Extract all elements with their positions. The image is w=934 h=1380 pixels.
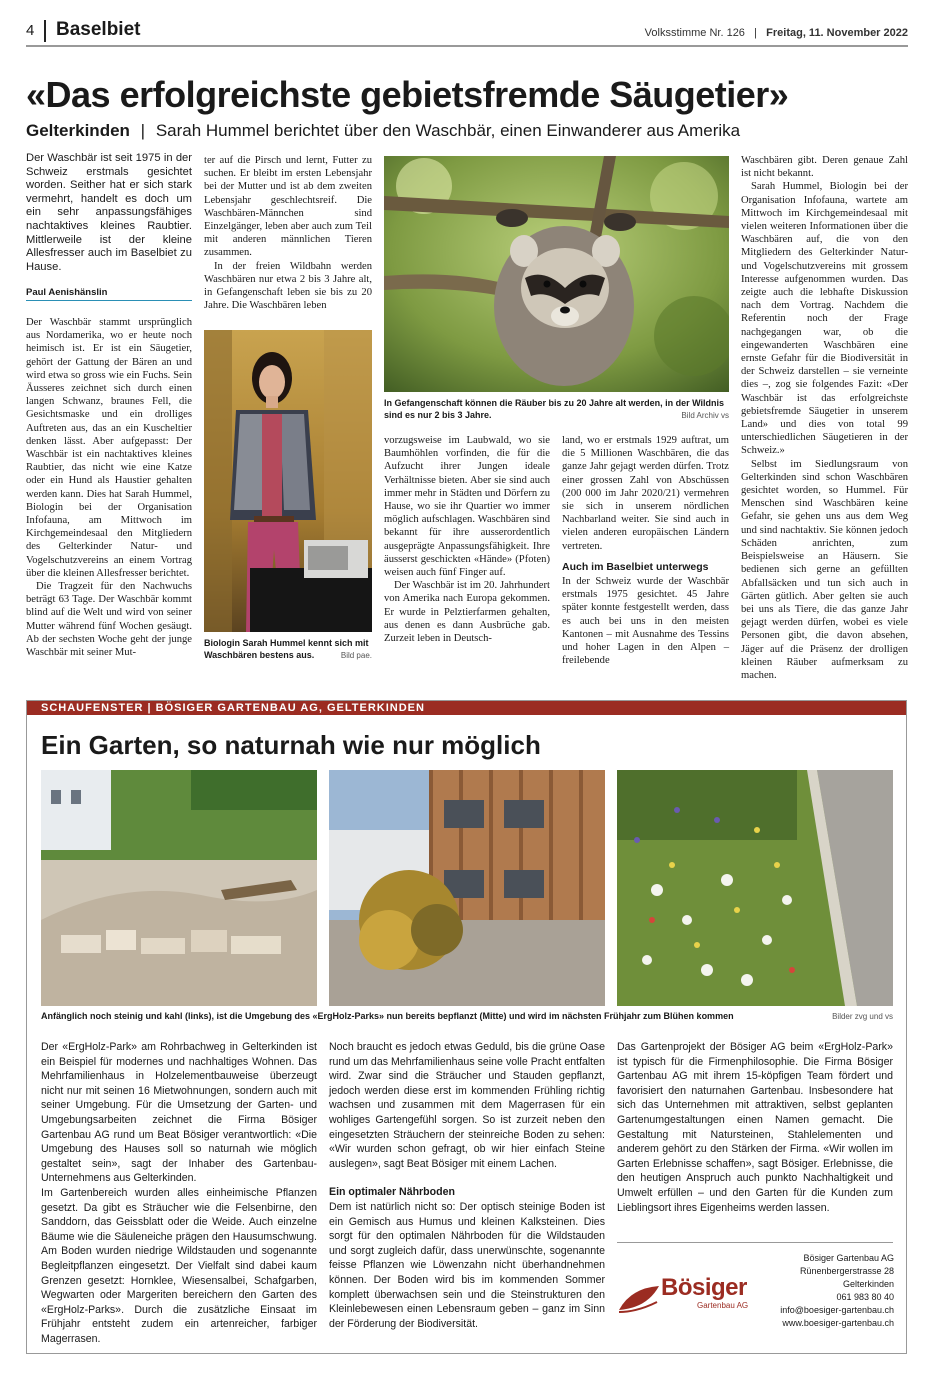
paragraph: Noch braucht es jedoch etwas Geduld, bis die grüne Oase rund um das Mehrfamilienhaus seine volle Pracht entfalten wird. Zwar sind die Sträucher und Stauden gepflanzt, jedoch werden diese erst im kommenden Frühling richtig wachsen und zusammen mit dem Magerrasen für ein wohliges Gartengefühl sorgen. So ist zurzeit neben den eingesetzten Sträuchern der steinreiche Boden zu sehen: «Wir wurden schon gefragt, ob wir hier einfach Steine auslegen», sagt Beat Bösiger mit einem Lachen. bbox=[329, 1041, 605, 1170]
photo-credit: Bild Archiv vs bbox=[681, 410, 729, 420]
address-city: Gelterkinden bbox=[842, 1279, 894, 1289]
paragraph: Sarah Hummel, Biologin bei der Organisation Infofauna, wartete am Mittwoch im Kirchgemeindesaal mit vielen weiteren Informationen über die Waschbären auf, die von den Mitgliedern des Gelterkinder Natur- und Vogelschutzvereins mit grossem Interesse aufgenommen wurden. Das zeigte auch die lebhafte Diskussion nach dem Vortrag. Nachdem die Referentin noch der Frage nachgegangen war, ob die eingewanderten Waschbären eine ernste Gefahr für die Biodiversität in der Schweiz darstellen – sie verneinte dies –, zog sie folgendes Fazit: «Der Waschbär ist das erfolgreichste gebietsfremde Säugetier in unserem Land» und dies von total 99 unterschiedlichen Säugetieren in der Schweiz.» bbox=[741, 181, 908, 457]
paragraph: Der Waschbär stammt ursprünglich aus Nordamerika, wo er heute noch heimisch ist. Er ist ein Säugetier, gehört der Gattung der Bären an und wird etwa so gross wie ein Fuchs. Sein Äusseres zeichnet sich durch einen langen Schwanz, braunes Fell, die Gesichtsmaske und ein drolliges Auftreten aus, das an ein Kuscheltier denken lässt. Aber aufgepasst: Der Waschbär ist ein nachtaktives kleines Raubtier, das nicht wie eine Katze oder ein Hund als Haustier gehalten werden kann. Dies hat Sarah Hummel, Biologin bei der Organisation Infofauna, am Mittwoch im Kirchgemeindesaal den Mitgliedern des Gelterkinder Natur- und Vogelschutzvereins an einem Vortrag über die kleinen Allesfresser berichtet. bbox=[26, 317, 192, 579]
ad-column-3 bbox=[617, 1040, 893, 1215]
photo-raccoon bbox=[384, 156, 729, 392]
article-column-4 bbox=[562, 434, 729, 667]
caption-text: Biologin Sarah Hummel kennt sich mit Waschbären bestens aus. bbox=[204, 638, 369, 660]
article-headline: «Das erfolgreichste gebietsfremde Säugetier» bbox=[26, 74, 789, 115]
issue-number: Volksstimme Nr. 126 bbox=[644, 27, 745, 39]
address-email[interactable]: info@boesiger-gartenbau.ch bbox=[780, 1305, 894, 1315]
photo-garden-planted bbox=[329, 770, 605, 1006]
dateline: Gelterkinden bbox=[26, 121, 130, 140]
paragraph: Waschbären gibt. Deren genaue Zahl ist nicht bekannt. bbox=[741, 155, 908, 180]
column-subheading: Auch im Baselbiet unterwegs bbox=[562, 560, 709, 573]
article-column-1 bbox=[26, 316, 192, 659]
paragraph: Selbst im Siedlungsraum von Gelterkinden sind schon Waschbären gesichtet worden, so Hummel. Für Menschen sind Waschbären keine Gefahr, sie gehen uns aus dem Weg und sind nachtaktiv. Sie können jedoch Schäden anrichten, zum Beispielsweise an Häusern. Sie bedienen sich gerne an gefüllten Abfallsäcken und tun sich auch in Gärten gütlich. Aber gelten sie auch bei uns als Tiere, die das ganze Jahr gejagt werden dürfen, wobei es viele Personen gibt, die davon absehen, Jäger auf die Präsenz der drolligen kleinen Räuber aufmerksam zu machen. bbox=[741, 458, 908, 681]
ad-column-1 bbox=[41, 1040, 317, 1346]
ad-photo-caption bbox=[41, 1011, 893, 1023]
article-column-3 bbox=[384, 434, 550, 645]
photo-raccoon-caption bbox=[384, 398, 729, 421]
caption-text: Anfänglich noch steinig und kahl (links), ist die Umgebung des «ErgHolz-Parks» nun bereits bepflanzt (Mitte) und wird im nächsten Frühjahr zum Blühen kommen bbox=[41, 1011, 734, 1021]
ad-info-rule bbox=[617, 1242, 893, 1243]
address-name: Bösiger Gartenbau AG bbox=[803, 1253, 894, 1263]
photo-woman-caption bbox=[204, 638, 372, 661]
paragraph: Der «ErgHolz-Park» am Rohrbachweg in Gelterkinden ist ein Beispiel für modernes und nachhaltiges Wohnen. Das Mehrfamilienhaus in Holzelementbauweise überzeugt nicht nur mit seinen 16 Mietwohnungen, sondern auch mit seiner Umgebung. Für die Umsetzung der Garten- und Umgebungsarbeiten zeichnet die Firma Bösiger Gartenbau AG rund um Beat Bösiger verantwortlich: «Die Umgebung des Hauses soll so naturnah wie möglich gestaltet sein», sagt der Inhaber des Gartenbau-Unternehmens aus Gelterkinden. bbox=[41, 1041, 317, 1185]
photo-garden-before bbox=[41, 770, 317, 1006]
column-subheading: Ein optimaler Nährboden bbox=[329, 1186, 455, 1199]
caption-text: In Gefangenschaft können die Räuber bis zu 20 Jahre alt werden, in der Wildnis sind es nur 2 bis 3 Jahre. bbox=[384, 398, 724, 420]
address-street: Rünenbergerstrasse 28 bbox=[799, 1266, 894, 1276]
leaf-icon bbox=[617, 1282, 663, 1316]
logo-name: Bösiger bbox=[661, 1274, 747, 1301]
ad-title: Ein Garten, so naturnah wie nur möglich bbox=[41, 730, 541, 760]
ad-column-2 bbox=[329, 1040, 605, 1331]
address-phone: 061 983 80 40 bbox=[836, 1292, 894, 1302]
paragraph: In der freien Wildbahn werden Waschbären nur etwa 2 bis 3 Jahre alt, in Gefangenschaft leben sie bis zu 20 Jahre. Die Waschbären leben bbox=[204, 260, 372, 312]
article-subhead: Gelterkinden | Sarah Hummel berichtet über den Waschbär, einen Einwanderer aus Amerika bbox=[26, 121, 741, 140]
address-website[interactable]: www.boesiger-gartenbau.ch bbox=[782, 1318, 894, 1328]
issue-date: Freitag, 11. November 2022 bbox=[766, 27, 908, 39]
author: Paul Aenishänslin bbox=[26, 287, 192, 301]
photo-wildflowers bbox=[617, 770, 893, 1006]
ad-band: SCHAUFENSTER | BÖSIGER GARTENBAU AG, GELTERKINDEN bbox=[27, 701, 906, 715]
article-column-2 bbox=[204, 154, 372, 312]
article-lead: Der Waschbär ist seit 1975 in der Schweiz erstmals gesichtet worden. Seither hat er sich stark vermehrt, handelt es doch um ein sehr anpassungsfähiges nachtaktives kleines Raubtier. Mittlerweile ist der kleine Allesfresser auch im Baselbiet zu Hause. bbox=[26, 152, 192, 273]
paragraph: Die Tragzeit für den Nachwuchs beträgt 63 Tage. Der Waschbär kommt blind auf die Welt und wird von seiner Mutter während fünf Wochen gesäugt. Ab der sechsten Woche geht der junge Waschbär mit seiner Mut- bbox=[26, 581, 192, 659]
paragraph: Der Waschbär ist im 20. Jahrhundert von Amerika nach Europa gekommen. Er wurde in Pelztierfarmen gehalten, aus denen es dann Ausbrüche gab. Zurzeit leben in Deutsch- bbox=[384, 580, 550, 645]
subhead-text: Sarah Hummel berichtet über den Waschbär, einen Einwanderer aus Amerika bbox=[155, 121, 741, 140]
paragraph: land, wo er erstmals 1929 auftrat, um die 5 Millionen Waschbären, die das ganze Jahr gejagt werden dürfen. Trotz einer grossen Zahl von Abschüssen (200 000 im Jahr 2020/21) vermehren sie sich in unserem nördlichen Nachbarland weiter. Sie sind auch in vielen anderen europäischen Ländern vertreten. bbox=[562, 435, 729, 552]
photo-credit: Bilder zvg und vs bbox=[832, 1012, 893, 1021]
paragraph: Das Gartenprojekt der Bösiger AG beim «ErgHolz-Park» ist typisch für die Firmenphilosophie. Die Firma Bösiger Gartenbau AG mit ihrem 15-köpfigen Team fördert und favorisiert den naturnahen Gartenbau. Insbesondere hat sich das Unternehmen mit attraktiven, selbst geplanten Gartenumgestaltungen einen Namen gemacht. Die Gestaltung mit Natursteinen, Stahlelementen und anderem gehört zu den Stärken der Firma. «Wir wollen im Garten Erlebnisse schaffen», sagt Bösiger. Erlebnisse, die den heutigen Anspruch auch punkto Nachhaltigkeit und Umwelt erfüllen – und den Garten für die Kunden zum Lieblingsort ihres Eigenheims werden lassen. bbox=[617, 1041, 893, 1214]
header-rule bbox=[26, 45, 908, 47]
company-address bbox=[780, 1252, 894, 1330]
header-divider bbox=[44, 20, 46, 42]
section-title: Baselbiet bbox=[56, 19, 141, 40]
boesiger-logo bbox=[617, 1274, 777, 1324]
paragraph: Im Gartenbereich wurden alles einheimische Pflanzen gesetzt. Da gibt es Sträucher wie die Felsenbirne, den Sanddorn, das Geissblatt oder die Weide. Auch einzelne Bäume wie die Säuleneiche prägen den Hausumschwung. Am Boden wurden niedrige Wildstauden und sogenannte Begleitpflanzen eingesetzt. Der Vielfalt sind dabei kaum Grenzen gesetzt: Hornklee, Wiesensalbei, Schafgarben, Wegwarten oder Margeriten bereichern den Garten des «ErgHolz-Parks». Durch die zusätzliche Einsaat im Frühjahr entsteht zudem ein artenreicher, farbiger Magerrasen. bbox=[41, 1186, 317, 1345]
page-number: 4 bbox=[26, 22, 35, 39]
photo-sarah-hummel bbox=[204, 330, 372, 632]
issue-info: Volksstimme Nr. 126 | Freitag, 11. November 2022 bbox=[644, 27, 908, 39]
paragraph: Dem ist natürlich nicht so: Der optisch steinige Boden ist ein Gemisch aus Humus und kleinen Kalksteinen. Dies sorgt für den optimalen Nährboden für die Wildstauden und sorgt zugleich dafür, dass unerwünschte, sogenannte feisse Pflanzen wie Löwenzahn nicht überhandnehmen können. Der Boden wird bis im kommenden Sommer komplett überwachsen sein und die Steinstrukturen den Kleinlebewesen einen Lebensraum geben – ganz im Sinn der Förderung der Biodiversität. bbox=[329, 1200, 605, 1330]
paragraph: In der Schweiz wurde der Waschbär erstmals 1975 gesichtet. 45 Jahre später konnte festgestellt werden, dass es auch bei uns in den meisten Kantonen – mit Ausnahme des Tessins und hoher Lagen in den Alpen – freilebende bbox=[562, 576, 729, 667]
logo-subtitle: Gartenbau AG bbox=[697, 1301, 749, 1310]
paragraph: ter auf die Pirsch und lernt, Futter zu suchen. Er bleibt im ersten Lebensjahr bei der Mutter und ist ab dem zweiten Lebensjahr geschlechtsreif. Die Waschbären-Männchen sind Einzelgänger, leben aber auch zum Teil mit anderen männlichen Tieren zusammen. bbox=[204, 155, 372, 259]
photo-credit: Bild pae. bbox=[340, 650, 372, 660]
article-column-5 bbox=[741, 154, 908, 682]
paragraph: vorzugsweise im Laubwald, wo sie Baumhöhlen vorfinden, die für die Aufzucht ihrer Jungen ideale Verhältnisse bieten. Aber sie sind auch immer mehr in Städten und Dörfern zu Hause, wo sie ihr Quartier wo immer möglich aufschlagen. Waschbären sind bekannt für ihre ausserordentlich ausgeprägte Anpassungsfähigkeit. Ihre äusserst geschickten «Hände» (Pfoten) weisen auch fünf Finger auf. bbox=[384, 435, 550, 579]
